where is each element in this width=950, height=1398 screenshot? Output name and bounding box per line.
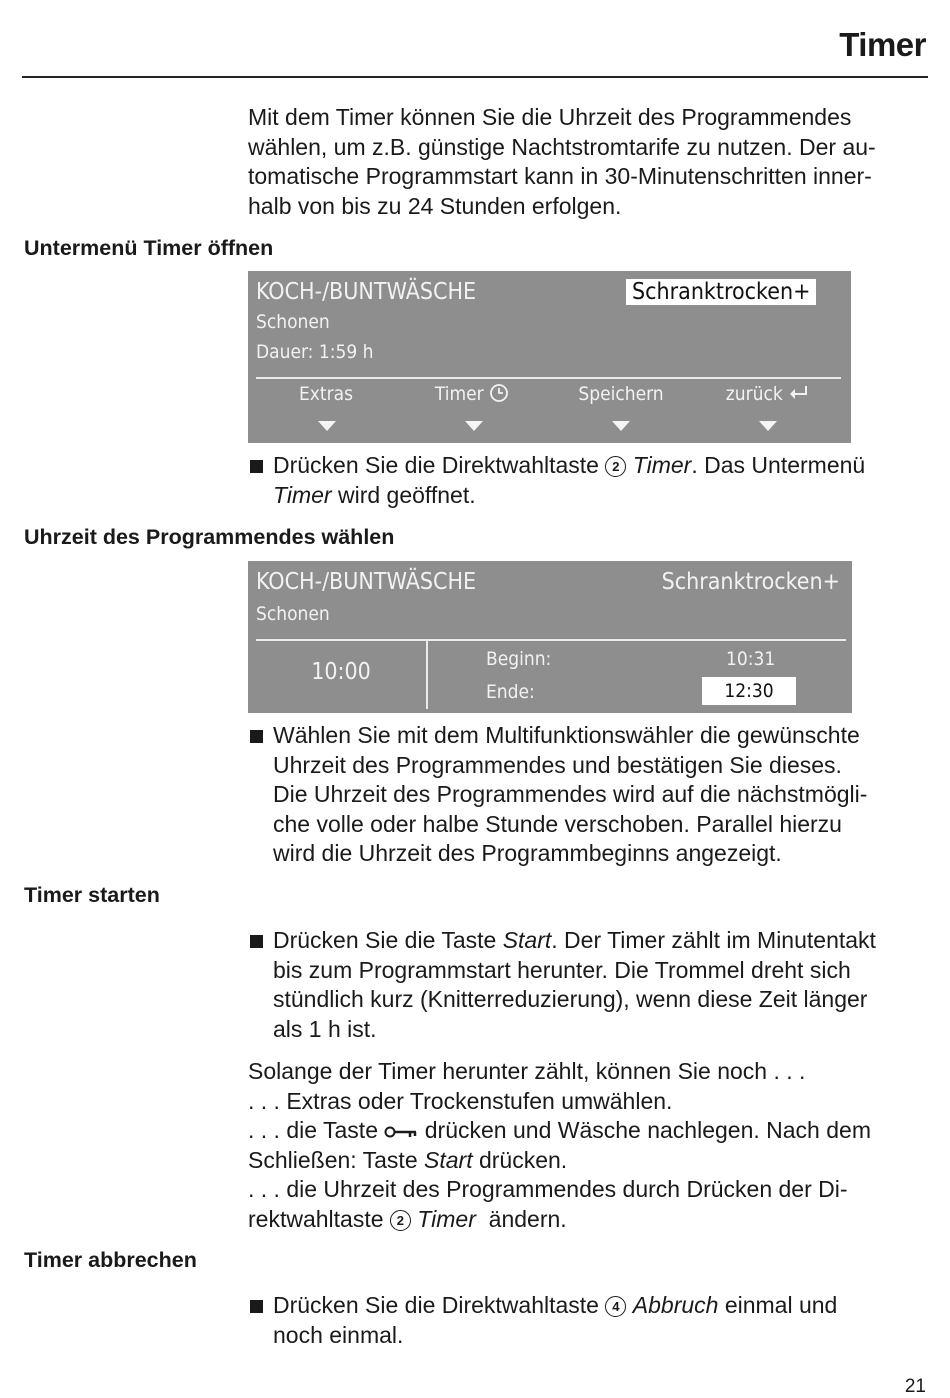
para-text: drücken und Wäsche nachlegen. Nach dem (424, 1117, 871, 1143)
para-text: Schließen: Taste (248, 1146, 425, 1173)
display-duration: Dauer: 1:59 h (256, 341, 374, 363)
display-divider (256, 377, 841, 379)
bullet-line: als 1 h ist. (273, 1015, 377, 1042)
display-divider (256, 639, 846, 641)
para-line: . . . Extras oder Trockenstufen umwählen. (248, 1087, 673, 1114)
para-text: rektwahltaste (248, 1205, 390, 1232)
display-duration: 10:00 (311, 659, 371, 685)
display-timer-setting (248, 561, 852, 713)
intro-line: tomatische Programmstart kann in 30-Minutenschritten inner- (248, 163, 872, 189)
bullet-start-timer (248, 926, 928, 1044)
bullet-square-icon (250, 935, 263, 948)
bullet-square-icon (250, 460, 263, 473)
softkey-arrow-icon (318, 421, 336, 431)
intro-line: halb von bis zu 24 Stunden erfolgen. (248, 192, 622, 219)
title-rule (22, 76, 928, 78)
direct-key-2-icon: 2 (605, 456, 626, 477)
display-end-value-highlight: 12:30 (702, 677, 796, 705)
display-begin-label: Beginn: (486, 648, 552, 670)
intro-line: Mit dem Timer können Sie die Uhrzeit des Programmendes (248, 104, 852, 130)
bullet-line: bis zum Programmstart herunter. Die Trommel dreht sich (273, 956, 851, 983)
softkey-save: Speichern (578, 383, 664, 405)
page-number: 21 (904, 1376, 926, 1397)
bullet-text: einmal und (718, 1292, 838, 1318)
para-text: . . . die Taste (248, 1117, 385, 1143)
softkey-arrow-icon (465, 421, 483, 431)
return-arrow-icon (788, 384, 810, 402)
section-heading-start-timer: Timer starten (24, 883, 160, 907)
page-title: Timer (839, 26, 926, 63)
display-program: KOCH-/BUNTWÄSCHE (256, 279, 477, 305)
bullet-italic: Timer (273, 481, 332, 508)
bullet-line: noch einmal. (273, 1321, 404, 1348)
display-end-label: Ende: (486, 681, 535, 703)
softkey-back: zurück (698, 383, 838, 405)
softkey-extras: Extras (298, 383, 353, 405)
display-option-highlight: Schranktrocken+ (626, 279, 816, 305)
display-program: KOCH-/BUNTWÄSCHE (256, 569, 477, 595)
bullet-line: Uhrzeit des Programmendes und bestätigen Sie dieses. (273, 751, 842, 778)
bullet-square-icon (250, 730, 263, 743)
section-heading-open-timer: Untermenü Timer öffnen (24, 236, 274, 260)
section-heading-select-end: Uhrzeit des Programmendes wählen (24, 525, 395, 549)
bullet-italic: Abbruch (632, 1292, 719, 1318)
para-text: drücken. (472, 1146, 568, 1173)
bullet-select-end (248, 721, 928, 869)
bullet-text: Drücken Sie die Direktwahltaste (273, 452, 599, 478)
bullet-line: Die Uhrzeit des Programmendes wird auf die nächstmögli- (273, 781, 868, 807)
display-timer-menu (248, 271, 851, 443)
bullet-open-timer (248, 451, 928, 510)
display-line2: Schonen (256, 311, 330, 333)
timer-running-paragraph (248, 1057, 928, 1234)
intro-paragraph (248, 103, 928, 221)
bullet-text: . Der Timer zählt im Minutentakt (551, 927, 876, 953)
softkey-arrow-icon (759, 421, 777, 431)
direct-key-4-icon: 4 (605, 1296, 626, 1317)
intro-line: wählen, um z.B. günstige Nachtstromtarife zu nutzen. Der au- (248, 133, 876, 160)
bullet-italic: Start (502, 927, 552, 953)
section-heading-cancel-timer: Timer abbrechen (24, 1248, 197, 1272)
clock-icon (489, 383, 509, 403)
para-text: ändern. (475, 1205, 567, 1232)
bullet-text: . Das Untermenü (691, 452, 866, 478)
bullet-square-icon (250, 1300, 263, 1313)
key-icon (384, 1124, 418, 1140)
bullet-text: Drücken Sie die Taste (273, 927, 503, 953)
display-option: Schranktrocken+ (661, 569, 840, 595)
direct-key-2-icon: 2 (390, 1210, 411, 1231)
display-vertical-divider (426, 641, 428, 709)
bullet-italic: Timer (632, 452, 692, 478)
para-line: Solange der Timer herunter zählt, können Sie noch . . . (248, 1058, 806, 1084)
para-line: . . . die Uhrzeit des Programmendes durch Drücken der Di- (248, 1176, 848, 1202)
softkey-arrow-icon (612, 421, 630, 431)
bullet-line: Wählen Sie mit dem Multifunktionswähler die gewünschte (273, 722, 860, 748)
para-italic: Start (424, 1146, 473, 1173)
bullet-text: Drücken Sie die Direktwahltaste (273, 1292, 606, 1318)
bullet-line: wird die Uhrzeit des Programmbeginns angezeigt. (273, 840, 782, 866)
bullet-cancel-timer (248, 1291, 928, 1350)
display-begin-value: 10:31 (726, 648, 776, 670)
para-italic: Timer (417, 1205, 476, 1232)
bullet-line: stündlich kurz (Knitterreduzierung), wenn diese Zeit länger (273, 986, 868, 1012)
softkey-timer: Timer (402, 383, 542, 405)
display-line2: Schonen (256, 603, 330, 625)
bullet-line: che volle oder halbe Stunde verschoben. Parallel hierzu (273, 810, 842, 837)
bullet-text: wird geöffnet. (331, 481, 476, 508)
